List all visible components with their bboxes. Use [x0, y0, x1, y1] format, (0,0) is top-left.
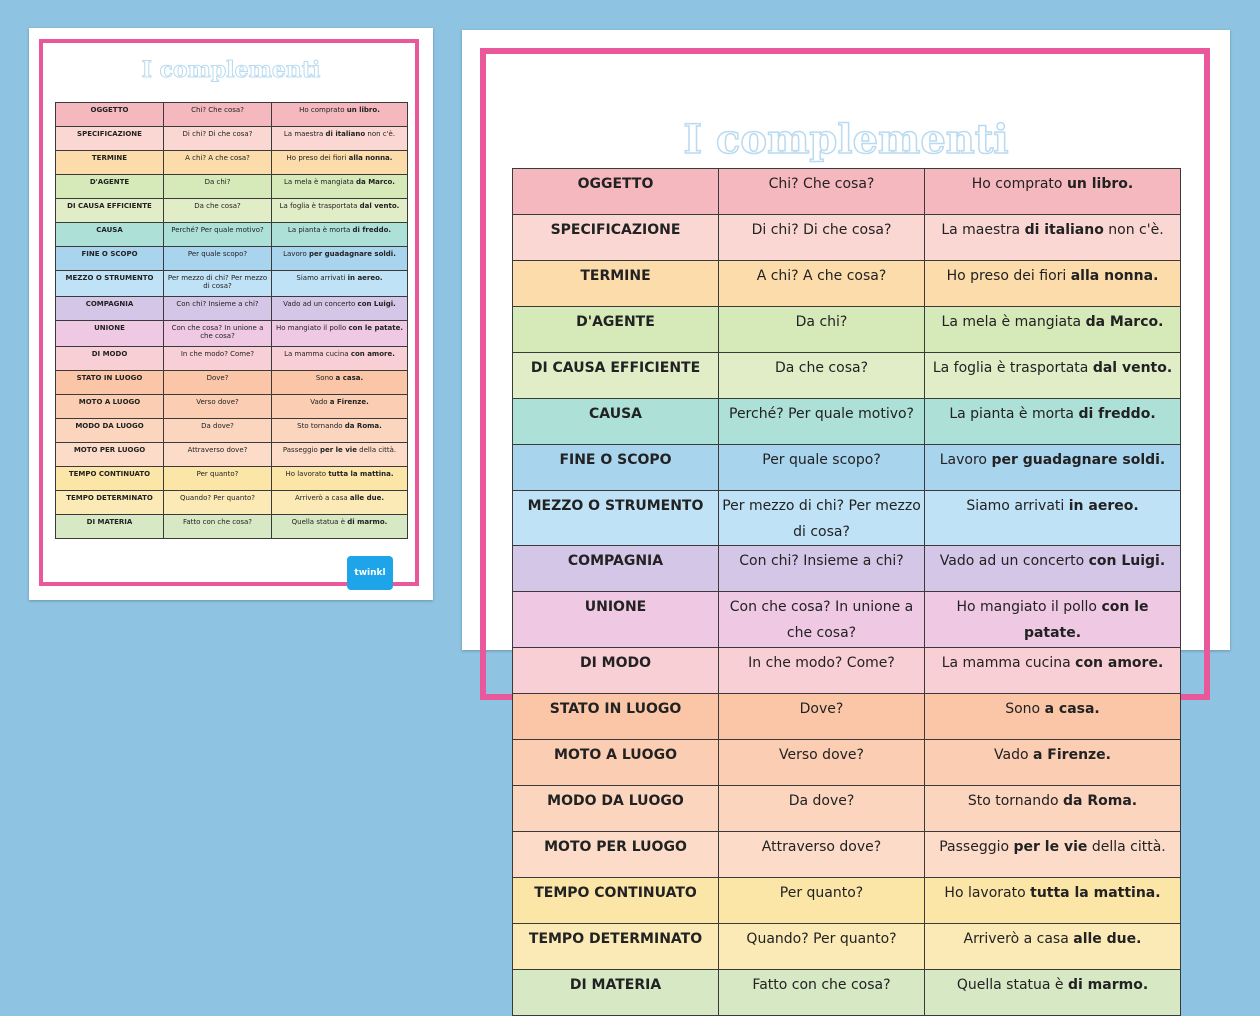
complement-question: Perché? Per quale motivo? — [164, 223, 272, 247]
table-row — [56, 443, 408, 467]
example-text: Ho lavorato — [285, 470, 329, 478]
complement-question: Per quanto? — [719, 878, 925, 924]
example-text: La pianta è morta — [949, 406, 1079, 422]
complement-question: Con chi? Insieme a chi? — [164, 297, 272, 321]
example-complement: alla nonna. — [1070, 268, 1159, 284]
example-complement: un libro. — [346, 106, 380, 114]
complement-example — [272, 175, 408, 199]
complement-name: MEZZO O STRUMENTO — [513, 491, 719, 546]
complement-name: MODO DA LUOGO — [513, 786, 719, 832]
example-complement: in aereo. — [1068, 498, 1139, 514]
complement-question: Verso dove? — [719, 740, 925, 786]
table-row — [56, 467, 408, 491]
example-complement: alle due. — [349, 494, 384, 502]
complementi-table-large — [512, 168, 1181, 1016]
example-text: La mamma cucina — [941, 655, 1076, 671]
complement-example — [925, 261, 1181, 307]
complement-question: In che modo? Come? — [719, 648, 925, 694]
complement-question: Per mezzo di chi? Per mezzo di cosa? — [164, 271, 272, 297]
table-row — [513, 970, 1181, 1016]
complement-name: DI CAUSA EFFICIENTE — [513, 353, 719, 399]
example-complement: da Marco. — [356, 178, 395, 186]
table-row — [513, 832, 1181, 878]
complement-question: Verso dove? — [164, 395, 272, 419]
complement-question: Per quale scopo? — [719, 445, 925, 491]
complement-question: Fatto con che cosa? — [164, 515, 272, 539]
complement-name: UNIONE — [56, 321, 164, 347]
example-text: La mela è mangiata — [941, 314, 1086, 330]
complement-name: OGGETTO — [513, 169, 719, 215]
table-row — [513, 399, 1181, 445]
example-text: Vado — [310, 398, 330, 406]
complement-question: Fatto con che cosa? — [719, 970, 925, 1016]
page-title: I complementi — [683, 116, 1009, 163]
complement-name: FINE O SCOPO — [513, 445, 719, 491]
complement-example — [925, 399, 1181, 445]
complement-question: Per quale scopo? — [164, 247, 272, 271]
example-complement: un libro. — [1066, 176, 1134, 192]
table-row — [513, 786, 1181, 832]
complement-example — [272, 515, 408, 539]
example-complement: di italiano — [325, 130, 366, 138]
complement-example — [272, 491, 408, 515]
page-title: I complementi — [141, 57, 321, 83]
complement-example — [272, 151, 408, 175]
complement-example — [925, 445, 1181, 491]
complement-example — [272, 247, 408, 271]
complement-name: TEMPO CONTINUATO — [513, 878, 719, 924]
table-row — [513, 740, 1181, 786]
example-text: La maestra — [941, 222, 1025, 238]
example-complement: tutta la mattina. — [328, 470, 394, 478]
complement-example — [272, 395, 408, 419]
example-text: Arriverò a casa — [963, 931, 1074, 947]
example-complement: di marmo. — [1067, 977, 1149, 993]
example-text: della città. — [356, 446, 397, 454]
example-text: Arriverò a casa — [295, 494, 350, 502]
complement-name: SPECIFICAZIONE — [513, 215, 719, 261]
example-complement: con amore. — [1075, 655, 1164, 671]
twinkl-logo: twinkl — [347, 556, 393, 590]
example-complement: a casa. — [1044, 701, 1100, 717]
complement-example — [925, 491, 1181, 546]
table-row — [56, 491, 408, 515]
table-row — [513, 592, 1181, 648]
table-row — [56, 175, 408, 199]
example-complement: alla nonna. — [348, 154, 393, 162]
complement-example — [925, 924, 1181, 970]
example-text: Ho lavorato — [944, 885, 1031, 901]
complement-example — [925, 786, 1181, 832]
example-complement: da Marco. — [1085, 314, 1164, 330]
example-complement: da Roma. — [1063, 793, 1138, 809]
example-text: Quella statua è — [291, 518, 348, 526]
complement-name: TEMPO DETERMINATO — [513, 924, 719, 970]
table-row — [513, 215, 1181, 261]
complement-name: MEZZO O STRUMENTO — [56, 271, 164, 297]
complement-example — [925, 832, 1181, 878]
table-row — [56, 247, 408, 271]
table-row — [56, 151, 408, 175]
complement-example — [272, 419, 408, 443]
worksheet-zoomed — [462, 30, 1230, 993]
complement-example — [925, 546, 1181, 592]
table-row — [56, 371, 408, 395]
example-complement: di freddo. — [352, 226, 392, 234]
complement-question: Per quanto? — [164, 467, 272, 491]
example-text: Vado — [994, 747, 1033, 763]
table-row — [56, 515, 408, 539]
example-complement: tutta la mattina. — [1030, 885, 1161, 901]
example-text: La mela è mangiata — [284, 178, 357, 186]
complement-example — [272, 371, 408, 395]
example-text: Siamo arrivati — [296, 274, 348, 282]
complement-question: Con che cosa? In unione a che cosa? — [719, 592, 925, 648]
table-row — [56, 199, 408, 223]
example-text: Quella statua è — [956, 977, 1068, 993]
complement-name: MOTO PER LUOGO — [56, 443, 164, 467]
example-text: non c'è. — [1103, 222, 1164, 238]
complement-name: CAUSA — [513, 399, 719, 445]
example-text: Ho comprato — [299, 106, 347, 114]
complement-name: MODO DA LUOGO — [56, 419, 164, 443]
complement-question: Attraverso dove? — [719, 832, 925, 878]
example-text: Lavoro — [283, 250, 309, 258]
example-complement: in aereo. — [347, 274, 383, 282]
table-row — [513, 261, 1181, 307]
table-row — [56, 103, 408, 127]
example-complement: con Luigi. — [357, 300, 396, 308]
complement-example — [272, 321, 408, 347]
complement-question: Per mezzo di chi? Per mezzo di cosa? — [719, 491, 925, 546]
complement-question: Dove? — [164, 371, 272, 395]
table-row — [513, 924, 1181, 970]
complement-example — [925, 648, 1181, 694]
worksheet-thumbnail — [29, 28, 433, 600]
example-text: non c'è. — [365, 130, 396, 138]
complement-name: MOTO A LUOGO — [513, 740, 719, 786]
complement-question: Da chi? — [719, 307, 925, 353]
example-complement: alle due. — [1073, 931, 1142, 947]
complement-question: A chi? A che cosa? — [719, 261, 925, 307]
complement-question: Quando? Per quanto? — [164, 491, 272, 515]
complement-example — [925, 694, 1181, 740]
complement-name: OGGETTO — [56, 103, 164, 127]
complement-example — [925, 592, 1181, 648]
example-text: Vado ad un concerto — [939, 553, 1089, 569]
example-complement: con le patate. — [348, 324, 404, 332]
complement-name: D'AGENTE — [56, 175, 164, 199]
table-row — [56, 271, 408, 297]
complement-name: COMPAGNIA — [56, 297, 164, 321]
complement-question: Da dove? — [719, 786, 925, 832]
complement-name: FINE O SCOPO — [56, 247, 164, 271]
complement-example — [272, 467, 408, 491]
complement-name: UNIONE — [513, 592, 719, 648]
complement-question: Perché? Per quale motivo? — [719, 399, 925, 445]
example-text: Sto tornando — [967, 793, 1064, 809]
complement-question: In che modo? Come? — [164, 347, 272, 371]
example-complement: di italiano — [1024, 222, 1104, 238]
table-row — [56, 127, 408, 151]
example-complement: per le vie — [320, 446, 357, 454]
complement-name: TERMINE — [56, 151, 164, 175]
example-complement: di freddo. — [1078, 406, 1156, 422]
complement-name: DI MODO — [513, 648, 719, 694]
example-complement: a casa. — [335, 374, 364, 382]
complement-question: A chi? A che cosa? — [164, 151, 272, 175]
complement-question: Chi? Che cosa? — [164, 103, 272, 127]
complement-question: Chi? Che cosa? — [719, 169, 925, 215]
complement-name: SPECIFICAZIONE — [56, 127, 164, 151]
complement-name: TEMPO CONTINUATO — [56, 467, 164, 491]
example-complement: dal vento. — [359, 202, 400, 210]
table-row — [513, 353, 1181, 399]
complement-example — [272, 271, 408, 297]
example-text: Lavoro — [939, 452, 992, 468]
table-row — [513, 169, 1181, 215]
complement-question: Di chi? Di che cosa? — [719, 215, 925, 261]
complement-question: Da dove? — [164, 419, 272, 443]
complement-question: Con chi? Insieme a chi? — [719, 546, 925, 592]
example-complement: per le vie — [1013, 839, 1088, 855]
example-text: Ho preso dei fiori — [946, 268, 1071, 284]
table-row — [513, 878, 1181, 924]
complement-example — [925, 307, 1181, 353]
example-text: La foglia è trasportata — [932, 360, 1093, 376]
complement-question: Di chi? Di che cosa? — [164, 127, 272, 151]
complement-example — [272, 223, 408, 247]
table-row — [513, 491, 1181, 546]
complement-question: Da che cosa? — [719, 353, 925, 399]
complement-name: MOTO PER LUOGO — [513, 832, 719, 878]
complement-name: D'AGENTE — [513, 307, 719, 353]
example-text: Ho mangiato il pollo — [956, 599, 1102, 615]
example-complement: a Firenze. — [329, 398, 369, 406]
complement-example — [272, 199, 408, 223]
complement-name: TEMPO DETERMINATO — [56, 491, 164, 515]
example-text: Siamo arrivati — [966, 498, 1069, 514]
complement-name: STATO IN LUOGO — [513, 694, 719, 740]
complement-name: TERMINE — [513, 261, 719, 307]
example-text: Sto tornando — [297, 422, 345, 430]
example-complement: per guadagnare soldi. — [991, 452, 1166, 468]
table-row — [56, 419, 408, 443]
example-text: della città. — [1087, 839, 1166, 855]
complement-name: DI MATERIA — [513, 970, 719, 1016]
complement-question: Quando? Per quanto? — [719, 924, 925, 970]
example-complement: per guadagnare soldi. — [308, 250, 396, 258]
example-text: Passeggio — [939, 839, 1014, 855]
table-row — [513, 648, 1181, 694]
complement-name: DI MATERIA — [56, 515, 164, 539]
table-row — [56, 321, 408, 347]
table-row — [56, 347, 408, 371]
complement-example — [272, 103, 408, 127]
complement-example — [925, 215, 1181, 261]
example-text: Ho comprato — [971, 176, 1067, 192]
table-row — [56, 395, 408, 419]
example-complement: con le patate. — [1023, 599, 1149, 641]
complement-example — [925, 353, 1181, 399]
example-text: La maestra — [283, 130, 326, 138]
complement-question: Da che cosa? — [164, 199, 272, 223]
complement-example — [272, 443, 408, 467]
example-text: Ho mangiato il pollo — [275, 324, 349, 332]
example-complement: di marmo. — [347, 518, 388, 526]
table-row — [56, 223, 408, 247]
example-complement: dal vento. — [1092, 360, 1173, 376]
table-row — [513, 445, 1181, 491]
example-text: Sono — [1005, 701, 1045, 717]
complement-question: Attraverso dove? — [164, 443, 272, 467]
table-row — [513, 307, 1181, 353]
complement-name: MOTO A LUOGO — [56, 395, 164, 419]
complement-name: DI MODO — [56, 347, 164, 371]
example-text: Sono — [315, 374, 336, 382]
complement-example — [925, 740, 1181, 786]
table-row — [513, 546, 1181, 592]
example-complement: da Roma. — [344, 422, 382, 430]
example-text: La mamma cucina — [284, 350, 351, 358]
example-text: La foglia è trasportata — [279, 202, 360, 210]
complement-name: DI CAUSA EFFICIENTE — [56, 199, 164, 223]
complement-name: STATO IN LUOGO — [56, 371, 164, 395]
table-row — [56, 297, 408, 321]
example-text: La pianta è morta — [287, 226, 353, 234]
example-complement: con amore. — [350, 350, 395, 358]
complement-example — [925, 169, 1181, 215]
complement-name: CAUSA — [56, 223, 164, 247]
complementi-table-small — [55, 102, 408, 539]
complement-example — [925, 970, 1181, 1016]
complement-name: COMPAGNIA — [513, 546, 719, 592]
complement-example — [925, 878, 1181, 924]
complement-question: Da chi? — [164, 175, 272, 199]
example-text: Vado ad un concerto — [283, 300, 358, 308]
example-complement: con Luigi. — [1088, 553, 1166, 569]
complement-example — [272, 297, 408, 321]
complement-example — [272, 127, 408, 151]
complement-question: Dove? — [719, 694, 925, 740]
example-text: Passeggio — [282, 446, 320, 454]
example-text: Ho preso dei fiori — [286, 154, 349, 162]
complement-question: Con che cosa? In unione a che cosa? — [164, 321, 272, 347]
example-complement: a Firenze. — [1032, 747, 1111, 763]
table-row — [513, 694, 1181, 740]
complement-example — [272, 347, 408, 371]
